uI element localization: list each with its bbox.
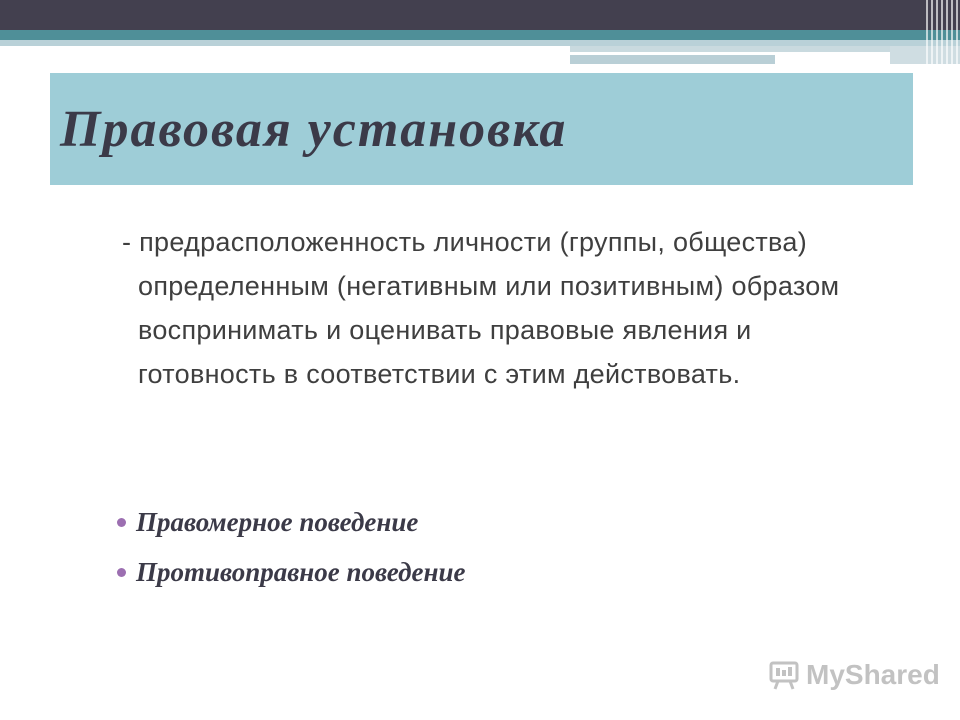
watermark-text: MyShared <box>806 659 940 690</box>
definition-text: - предрасположенность личности (группы, общества) определенным (негативным или позитивным) образом воспринимать и оценивать правовые явления и готовность в соответствии с этим действовать. <box>122 227 840 389</box>
bullet-dot-icon <box>117 518 126 527</box>
bullet-item <box>117 547 465 597</box>
bullet-item <box>117 497 465 547</box>
header-bar-dark <box>0 0 960 30</box>
header-stripe <box>570 55 775 64</box>
bullet-text: Противоправное поведение <box>136 556 466 587</box>
bullet-list <box>117 497 465 597</box>
bullet-text: Правомерное поведение <box>136 506 419 537</box>
presentation-board-icon <box>768 659 800 691</box>
watermark <box>768 655 940 695</box>
title-band <box>50 73 913 185</box>
header-vertical-lines <box>926 0 960 64</box>
slide-title: Правовая установка <box>60 100 568 158</box>
bullet-dot-icon <box>117 568 126 577</box>
header-bar-teal <box>0 30 960 40</box>
